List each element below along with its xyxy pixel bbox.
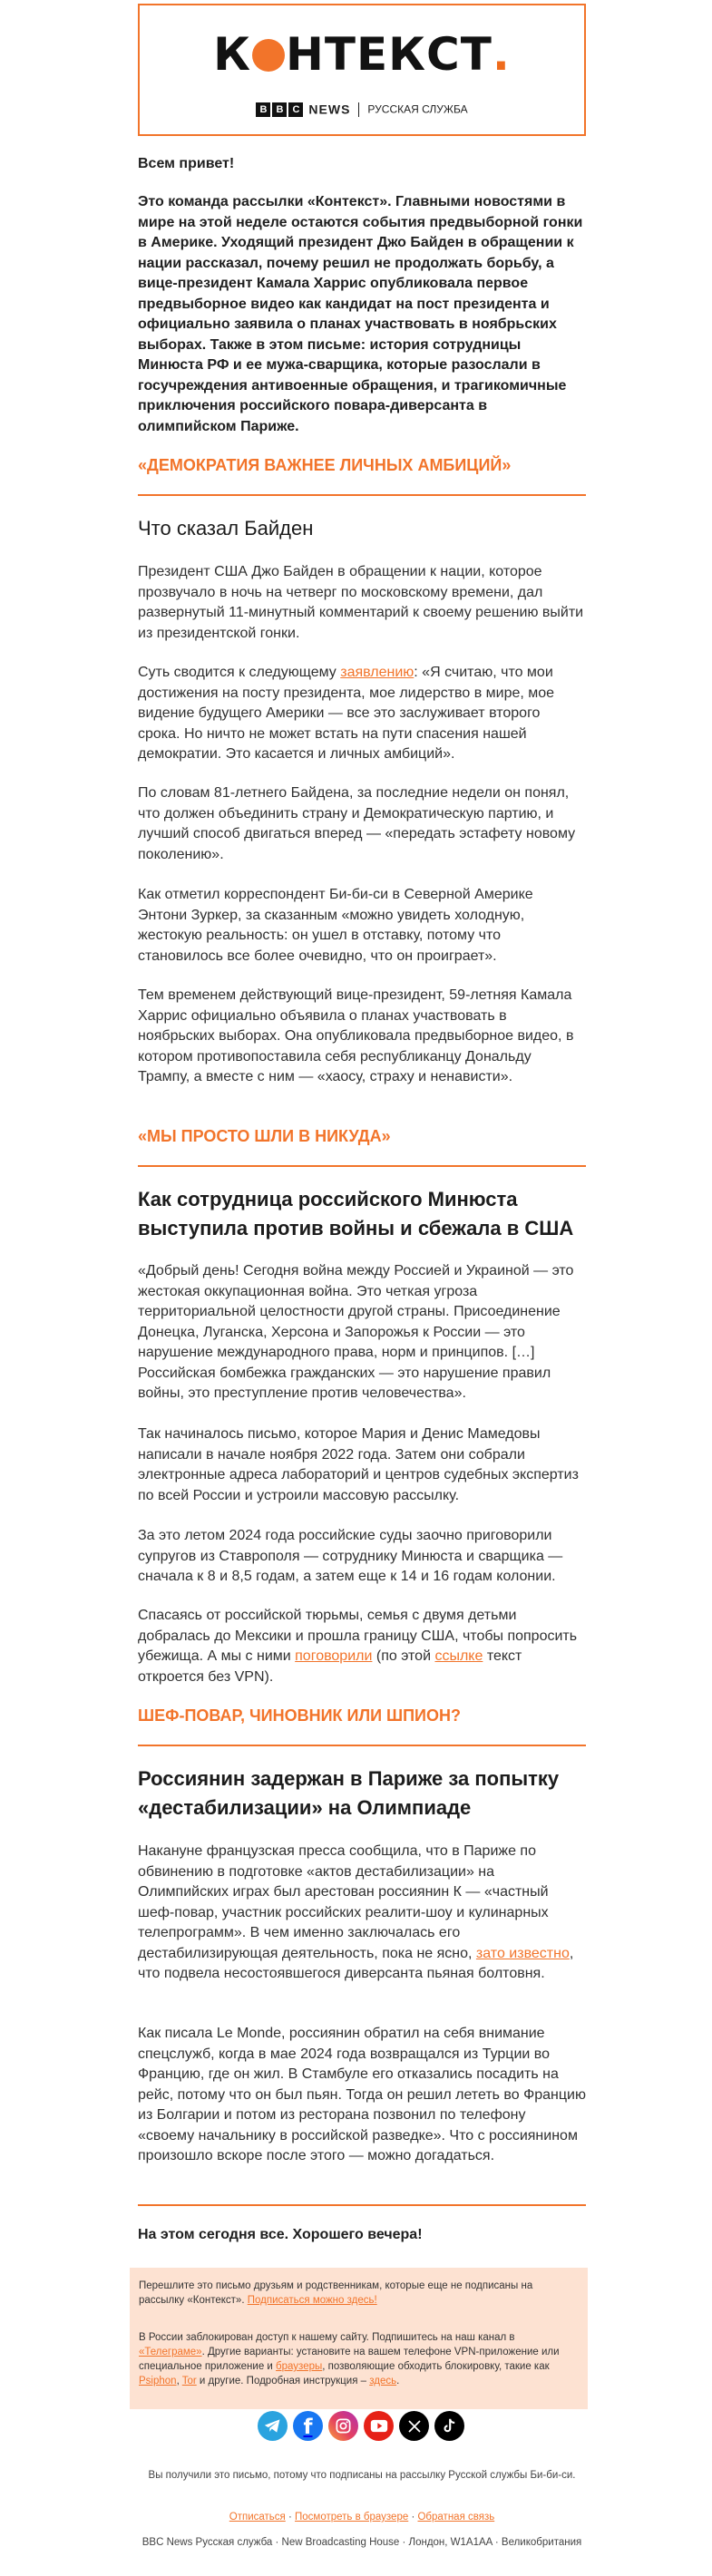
section1-paragraph-4: Как отметил корреспондент Би-би-си в Северной Америке Энтони Зуркер, за сказанным «можно увидеть холодную, жестокую реальность: он ушел в отставку, потому что становилось все более очевидно, что он проиграет». — [138, 887, 533, 964]
closing-text: На этом сегодня все. Хорошего вечера! — [138, 2227, 423, 2242]
logo-text-rest: НТЕКСТ — [286, 28, 493, 81]
statement-link[interactable]: заявлению — [340, 665, 415, 680]
logo-dot: . — [492, 28, 511, 81]
view-in-browser-link[interactable]: Посмотреть в браузере — [295, 2512, 409, 2523]
bbc-logo-icon — [256, 102, 303, 117]
youtube-icon[interactable] — [364, 2411, 394, 2441]
footer-links: Отписаться · Посмотреть в браузере · Обратная связь — [229, 2512, 495, 2523]
instagram-icon[interactable] — [328, 2411, 358, 2441]
facebook-icon[interactable]: f — [293, 2411, 323, 2441]
x-icon[interactable] — [399, 2411, 429, 2441]
brand-divider — [358, 102, 359, 117]
unsubscribe-link[interactable]: Отписаться — [229, 2512, 286, 2523]
section2-paragraph-4: Спасаясь от российской тюрьмы, семья с двумя детьми добралась до Мексики и прошла границу США, чтобы попросить убежища. А мы с ними поговорили (по этой ссылке текст откроется без VPN). — [138, 1608, 578, 1685]
psiphon-link[interactable]: Psiphon — [139, 2376, 177, 2386]
footer-address: BBC News Русская служба · New Broadcasting House · Лондон, W1A1AA · Великобритания — [141, 2537, 582, 2548]
interview-link[interactable]: поговорили — [295, 1648, 373, 1664]
section1-kicker: «ДЕМОКРАТИЯ ВАЖНЕЕ ЛИЧНЫХ АМБИЦИЙ» — [138, 456, 512, 474]
subscribe-link[interactable]: Подписаться можно здесь! — [247, 2295, 377, 2306]
section2-paragraph-1: «Добрый день! Сегодня война между Россией и Украиной — это жестокая оккупационная война. Это четкая угроза территориальной целостности другой страны. Присоединение Донецка, Луганска, Херсона и Запорожья к России — это нарушение международного права, норм и принципов. […] Российская бомбежка гражданских — это нарушение правил войны, это преступление против человечества». — [138, 1263, 574, 1401]
section3-divider — [138, 1745, 586, 1746]
section3-paragraph-1: Накануне французская пресса сообщила, что в Париже по обвинению в подготовке «актов дестабилизации» на Олимпийских играх был арестован россиянин К — «частный шеф-повар, участник российских реалити-шоу и кулинарных телепрограмм». В чем именно заключалась его дестабилизирующая деятельность, пока не ясно, зато известно, что подвела несостоявшегося диверсанта пьяная болтовня. — [138, 1843, 574, 1981]
telegram-link[interactable]: «Телеграме» — [139, 2347, 202, 2357]
section1-divider — [138, 494, 586, 496]
intro-text: Это команда рассылки «Контекст». Главными новостями в мире на этой неделе остаются события предвыборной гонки в Америке. Уходящий президент Джо Байден в обращении к нации рассказал, почему решил не продолжать борьбу, а вице-президент Камала Харрис опубликовала первое предвыборное видео как кандидат на пост президента и официально заявила о планах участвовать в ноябрьских выборах. Также в этом письме: история сотрудницы Минюста РФ и ее мужа-сварщика, которые разослали в госучреждения антивоенные обращения, и трагикомичные приключения российского повара-диверсанта в олимпийском Париже. — [138, 194, 583, 434]
social-icons — [258, 2411, 464, 2441]
logo-orange-circle — [252, 39, 285, 72]
section3-title: Россиянин задержан в Париже за попытку «дестабилизации» на Олимпиаде — [138, 1767, 560, 1819]
bbc-block-c: C — [288, 102, 303, 117]
subscription-note: Вы получили это письмо, потому что подписаны на рассылку Русской службы Би-би-си. — [148, 2470, 576, 2481]
greeting: Всем привет! — [138, 156, 235, 171]
instructions-link[interactable]: здесь — [369, 2376, 397, 2386]
telegram-icon[interactable] — [258, 2411, 288, 2441]
logo-letter-k: К — [213, 28, 252, 81]
section1-paragraph-5: Тем временем действующий вице-президент, 59-летняя Камала Харрис официально объявила о планах участвовать в ноябрьских выборах. Она опубликовала предвыборное видео, в котором противопоставила себя республиканцу Дональду Трампу, а вместе с ним — «хаосу, страху и ненависти». — [138, 987, 574, 1084]
tor-link[interactable]: Tor — [181, 2376, 197, 2386]
bbc-news-label: NEWS — [308, 102, 351, 117]
bbc-news-russian-brand — [140, 102, 584, 117]
newsletter-header — [138, 4, 586, 136]
russian-service-label: РУССКАЯ СЛУЖБА — [367, 102, 468, 116]
bbc-block-b2: B — [272, 102, 287, 117]
section2-paragraph-3: За это летом 2024 года российские суды заочно приговорили супругов из Ставрополя — сотруднику Минюста и сварщика — сначала к 8 и 8,5 годам, а затем еще к 14 и 16 годам колонии. — [138, 1528, 563, 1584]
section2-kicker: «МЫ ПРОСТО ШЛИ В НИКУДА» — [138, 1127, 391, 1145]
forward-text: Перешлите это письмо друзьям и родственникам, которые еще не подписаны на рассылку «Контекст». Подписаться можно здесь! — [139, 2280, 533, 2306]
browsers-link[interactable]: браузеры — [276, 2361, 323, 2372]
no-vpn-link[interactable]: ссылке — [434, 1648, 483, 1664]
tiktok-icon[interactable] — [434, 2411, 464, 2441]
section3-kicker: ШЕФ-ПОВАР, ЧИНОВНИК ИЛИ ШПИОН? — [138, 1706, 461, 1725]
section1-paragraph-3: По словам 81-летнего Байдена, за последние недели он понял, что должен объединить страну и Демократическую партию, и лучший способ двигаться вперед — «передать эстафету новому поколению». — [138, 785, 576, 862]
blocked-access-text: В России заблокирован доступ к нашему сайту. Подпишитесь на наш канал в «Телеграме». Другие варианты: установите на вашем телефоне VPN-приложение или специальное приложение и браузеры, позволяющие обходить блокировку, такие как Psiphon, Tor и другие. Подробная инструкция – здесь. — [139, 2332, 560, 2386]
section2-divider — [138, 1165, 586, 1167]
closing-divider — [138, 2204, 586, 2206]
kontekst-logo — [140, 27, 584, 82]
section2-title: Как сотрудница российского Минюста выступила против войны и сбежала в США — [138, 1188, 574, 1239]
section2-paragraph-2: Так начиналось письмо, которое Мария и Денис Мамедовы написали в начале ноября 2022 года. Затем они собрали электронные адреса лабораторий и центров судебных экспертиз по всей России и устроили массовую рассылку. — [138, 1426, 579, 1503]
section1-paragraph-2: Суть сводится к следующему заявлению: «Я считаю, что мои достижения на посту президента, мое лидерство в мире, мое видение будущего Америки — все это заслуживает второго срока. Но ничто не может встать на пути спасения нашей демократии. Это касается и личных амбиций». — [138, 665, 555, 762]
section1-paragraph-1: Президент США Джо Байден в обращении к нации, которое прозвучало в ночь на четверг по московскому времени, дал развернутый 11-минутный комментарий к своему решению выйти из президентской гонки. — [138, 564, 584, 641]
section3-paragraph-2: Как писала Le Monde, россиянин обратил на себя внимание спецслужб, когда в мае 2024 года возвращался из Турции во Францию, где он жил. В Стамбуле его отказались посадить на рейс, потому что он был пьян. Тогда он решил лететь во Францию из Болгарии и потом из ресторана позвонил по телефону «своему начальнику в российской разведке». Что с россиянином произошло вскоре после этого — можно догадаться. — [138, 2026, 586, 2163]
bbc-block-b1: B — [256, 102, 270, 117]
known-link[interactable]: зато известно — [475, 1945, 570, 1961]
section1-title: Что сказал Байден — [138, 517, 314, 540]
feedback-link[interactable]: Обратная связь — [417, 2512, 495, 2523]
